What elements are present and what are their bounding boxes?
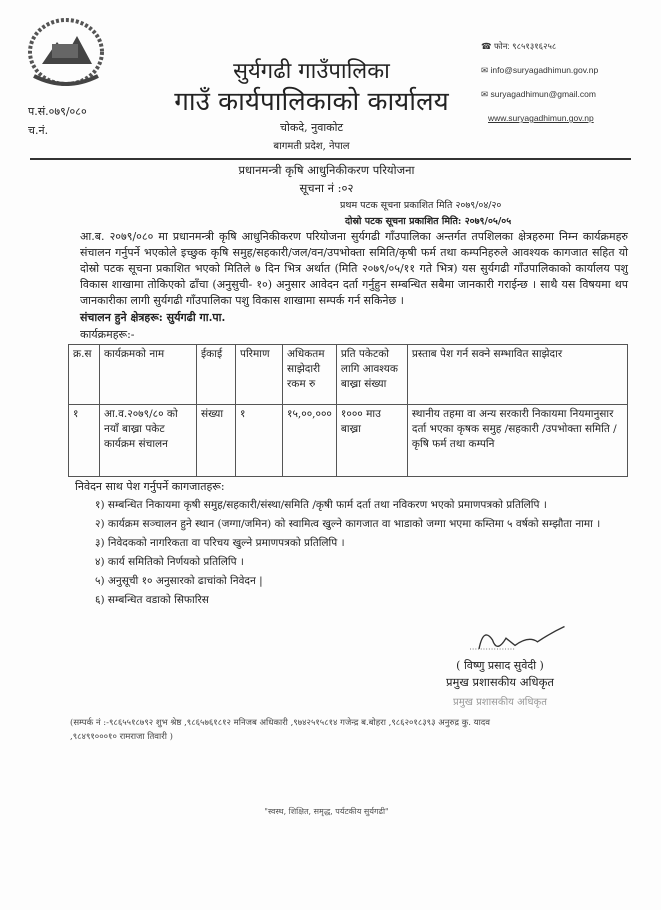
cell-partners: स्थानीय तहमा वा अन्य सरकारी निकायमा नियमानुसार दर्ता भएका कृषक समुह /सहकारी /उपभोक्ता समिति /कृषि फर्म तथा कम्पनि <box>407 405 627 477</box>
contact-numbers: (सम्पर्क नं :-९८६५५१८७९२ शुभ श्रेष्ठ ,९८६५७६१८१२ मनिजब अधिकारी ,९७४२५१५८१४ गजेन्द्र ब.बोहरा ,९८६२०१८३९३ अनुरुद्र कु. यादव ,९८४९१०००१० रामराजा तिवारी ) <box>70 718 491 742</box>
phone-contact: ☎ फोन: ९८५१३१६२५८ <box>481 41 557 51</box>
notice-number: सूचना नं :०२ <box>299 181 354 195</box>
document-item: ६) सम्बन्धित वडाको सिफारिस <box>95 594 209 606</box>
programs-label: कार्यक्रमहरू:- <box>80 328 135 341</box>
header-cell: कार्यक्रमको नाम <box>100 345 197 405</box>
signatory-name: ( विष्णु प्रसाद सुवेदी ) <box>456 659 544 672</box>
cell-quantity: १ <box>236 405 283 477</box>
phone-icon: ☎ <box>481 41 494 51</box>
letterhead-left <box>22 14 142 138</box>
header-cell: ईकाई <box>197 345 236 405</box>
document-item: ५) अनुसूची १० अनुसारको ढाचांको निवेदन | <box>95 575 263 587</box>
table-header-row <box>69 345 628 405</box>
org-name: सुर्यगढी गाउँपालिका <box>233 59 390 84</box>
signatory-designation: प्रमुख प्रशासकीय अधिकृत <box>446 675 554 689</box>
header-cell: अधिकतम साझेदारी रकम रु <box>283 345 337 405</box>
letterhead-contacts <box>481 14 631 136</box>
email-icon: ✉ <box>481 89 491 99</box>
header-cell: क्र.स <box>69 345 100 405</box>
project-title: प्रधानमन्त्री कृषि आधुनिकीकरण परियोजना <box>238 163 415 177</box>
document-item: १) सम्बन्धित निकायमा कृषी समुह/सहकारी/संस्था/समिति /कृषी फार्म दर्ता तथा नविकरण भएको प्रमाणपत्रको प्रतिलिपि । <box>95 499 547 511</box>
reference-number: प.सं.०७९/०८० <box>28 105 87 118</box>
document-item: २) कार्यक्रम सञ्चालन हुने स्थान (जग्गा/जमिन) को स्वामित्व खुल्ने कागजात वा भाडाको जग्गा भएमा कम्तिमा ५ वर्षको सम्झौता नामा । <box>95 518 601 530</box>
designation-stamp: प्रमुख प्रशासकीय अधिकृत <box>453 697 547 708</box>
cell-max-amount: १५,००,००० <box>283 405 337 477</box>
notice-body: आ.ब. २०७९/०८० मा प्रधानमन्त्री कृषि आधुनिकीकरण परियोजना सुर्यगढी गाँउपालिका अन्तर्गत तपशिलका क्षेत्रहरुमा निम्न कार्यक्रमहरु संचालन गर्नुपर्ने भएकोले इच्छुक कृषि समुह/सहकारी/जल/वन/उपभोक्ता समिति/कृषी फर्म तथा कम्पनिहरुले आवश्यक कागजात सहित यो दोस्रो पटक सूचना प्रकाशित भएको मितिले ७ दिन भित्र अर्थात (मिति २०७९/०५/११ गते भित्र) यस सुर्यगढी गाँउपालिकाको कार्यालय पशु विकास शाखामा तोकिएको ढाँचा (अनुसुची- १०) अनुसार आवेदन दर्ता गर्नुहुन सम्बन्धित सबैमा जानकारी गराईन्छ । साथै यस विषयमा थप जानकारीका लागी सुर्यगढी गाँउपालिका पशु विकास शाखामा सम्पर्क गर्न सकिनेछ । <box>80 230 628 307</box>
header-cell: प्रति पकेटको लागि आवश्यक बाख्रा संख्या <box>336 345 407 405</box>
table-row <box>69 405 628 477</box>
programs-table <box>68 344 628 477</box>
documents-title: निवेदन साथ पेश गर्नुपर्ने कागजातहरू: <box>75 480 225 493</box>
address-line-1: चोकदे, नुवाकोट <box>279 121 344 134</box>
signature-mark <box>455 622 575 658</box>
first-publication-date: प्रथम पटक सूचना प्रकाशित मिति २०७९/०४/२० <box>340 200 502 211</box>
slogan: "स्वस्थ, शिक्षित, समृद्ध, पर्यटकीय सुर्यगढी" <box>264 807 389 816</box>
header-cell: परिमाण <box>236 345 283 405</box>
municipality-logo <box>22 14 110 92</box>
address-line-2: बागमती प्रदेश, नेपाल <box>273 141 350 152</box>
document-item: ४) कार्य समितिको निर्णयको प्रतिलिपि । <box>95 556 244 568</box>
signature-block <box>420 622 580 710</box>
cell-unit: संख्या <box>197 405 236 477</box>
document-item: ३) निवेदकको नागरिकता वा परिचय खुल्ने प्रमाणपत्रको प्रतिलिपि । <box>95 537 345 549</box>
email-contact-1: ✉ info@suryagadhimun.gov.np <box>481 65 599 75</box>
dispatch-number: च.नं. <box>28 124 49 137</box>
second-publication-date: दोस्रो पटक सूचना प्रकाशित मिति: २०७९/०५/०५ <box>345 216 512 227</box>
operating-area: संचालन हुने क्षेत्रहरू: सुर्यगढी गा.पा. <box>80 311 226 324</box>
email-icon: ✉ <box>481 65 491 75</box>
cell-serial: १ <box>69 405 100 477</box>
letterhead <box>22 14 631 154</box>
office-name: गाउँ कार्यपालिकाको कार्यालय <box>174 87 449 117</box>
header-cell: प्रस्ताब पेश गर्न सक्ने सम्भावित साझेदार <box>407 345 627 405</box>
header-divider <box>30 158 631 160</box>
cell-goats-required: १००० माउ बाख्रा <box>336 405 407 477</box>
email-contact-2: ✉ suryagadhimun@gmail.com <box>481 89 596 99</box>
website-link[interactable]: www.suryagadhimun.gov.np <box>488 113 594 123</box>
letterhead-center <box>142 14 481 154</box>
cell-program-name: आ.व.२०७९/८० को नयाँ बाख्रा पकेट कार्यक्रम संचालन <box>100 405 197 477</box>
